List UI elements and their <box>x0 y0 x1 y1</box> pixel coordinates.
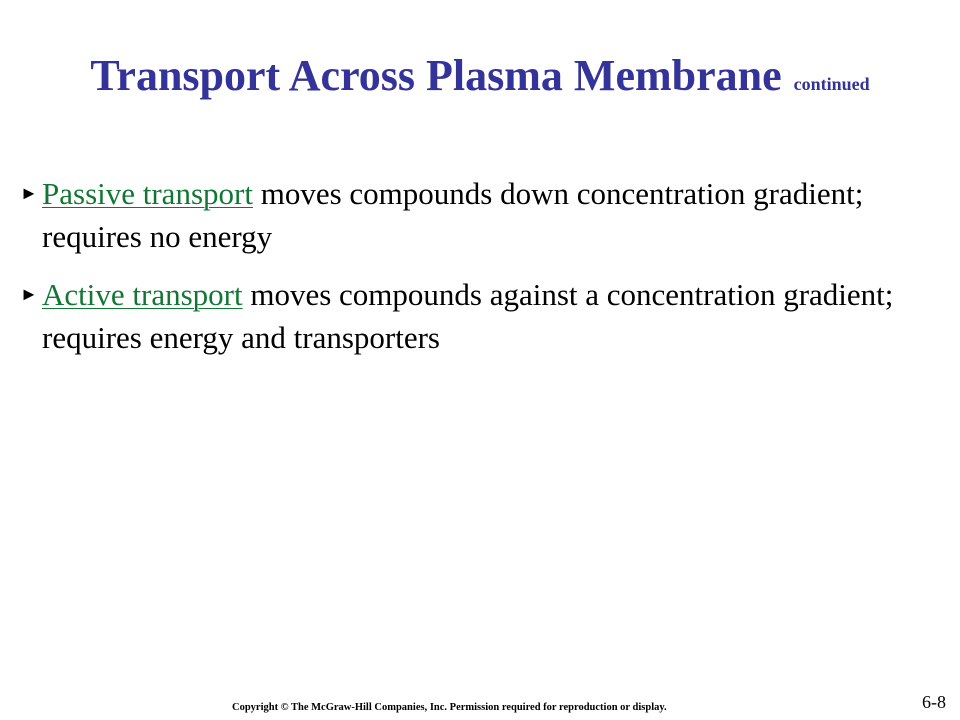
slide-number: 6-8 <box>922 692 946 712</box>
bullet-list <box>20 172 940 374</box>
bullet-text: moves compounds down concentration gradient; requires no energy <box>42 176 864 254</box>
bullet-item-passive-transport <box>20 172 940 258</box>
slide-title-continued: continued <box>793 74 870 94</box>
active-transport-link[interactable]: Active transport <box>42 277 243 312</box>
passive-transport-link[interactable]: Passive transport <box>42 176 253 211</box>
slide-title-main: Transport Across Plasma Membrane <box>90 51 782 100</box>
triangle-right-icon: ► <box>20 183 38 203</box>
copyright-notice: Copyright © The McGraw-Hill Companies, Inc. Permission required for reproduction or display. <box>232 702 667 713</box>
triangle-right-icon: ► <box>20 284 38 304</box>
slide-title <box>0 50 960 101</box>
bullet-text: moves compounds against a concentration gradient; requires energy and transporters <box>42 277 894 355</box>
bullet-item-active-transport <box>20 273 940 359</box>
